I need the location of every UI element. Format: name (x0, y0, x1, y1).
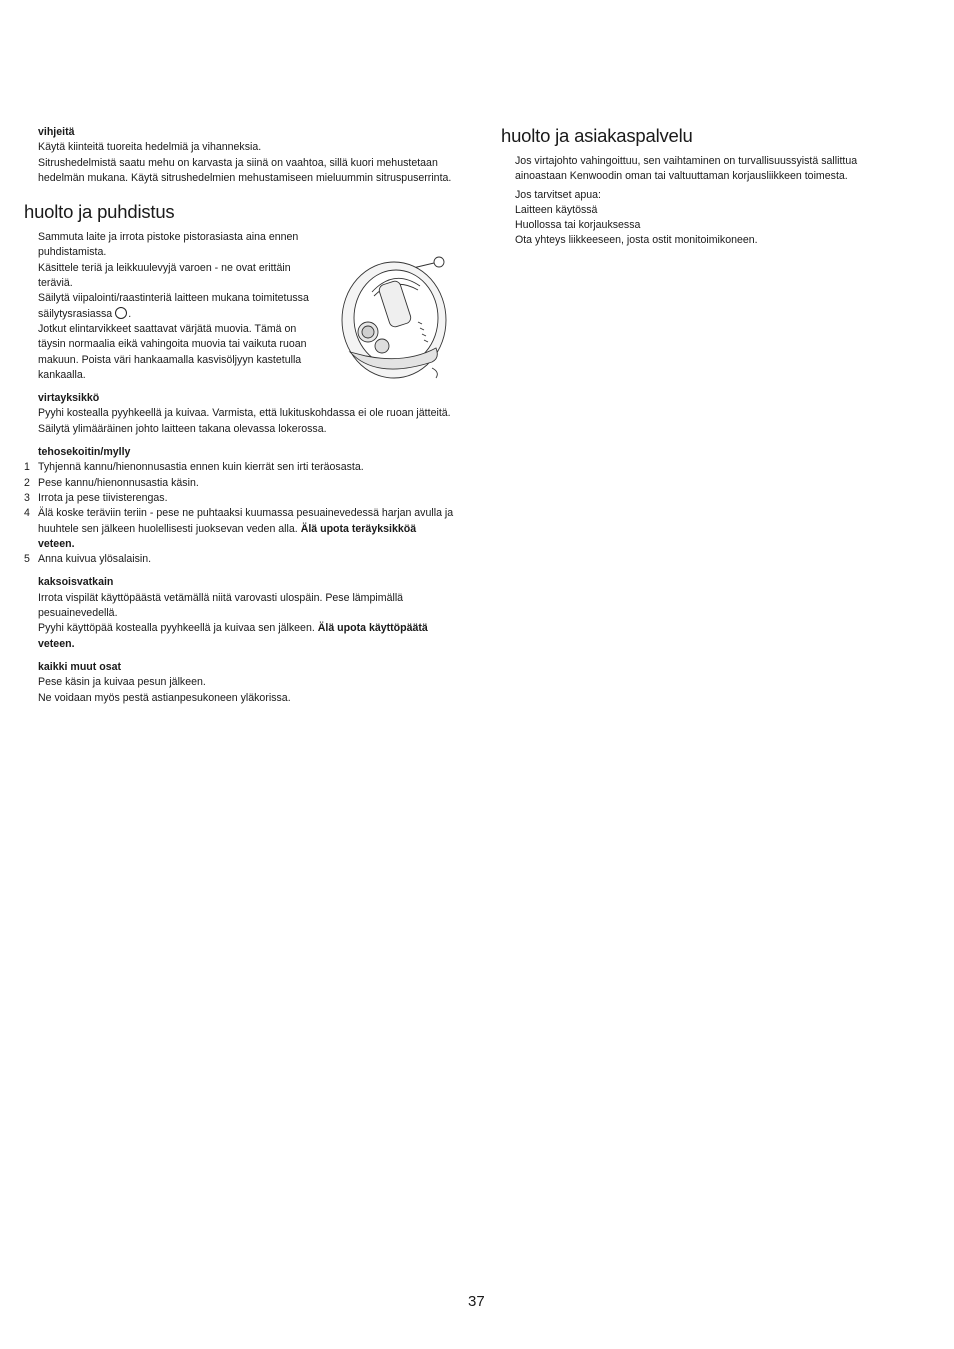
tips-line: Käytä kiinteitä tuoreita hedelmiä ja vihanneksia. (38, 141, 262, 154)
callout-circle-icon (434, 257, 444, 267)
service-help-line: Ota yhteys liikkeeseen, josta ostit monitoimikoneen. (515, 234, 758, 247)
care-intro-line: Sammuta laite ja irrota pistoke pistorasiasta aina ennen puhdistamista. (38, 231, 299, 259)
storage-box-illustration (336, 252, 448, 384)
whisk-line: Pyyhi käyttöpää kostealla pyyhkeellä ja kuivaa sen jälkeen. Älä upota käyttöpäätä veteen. (38, 622, 428, 650)
list-item: 5 Anna kuivua ylösalaisin. (24, 553, 152, 566)
care-title: huolto ja puhdistus (24, 201, 175, 223)
whisk-line: Irrota vispilät käyttöpäästä vetämällä niitä varovasti ulospäin. Pese lämpimällä pesuainevedellä. (38, 591, 404, 620)
right-column (501, 124, 901, 249)
other-parts-line: Ne voidaan myös pestä astianpesukoneen yläkorissa. (38, 691, 291, 704)
power-unit-heading: virtayksikkö (38, 392, 100, 405)
other-parts-line: Pese käsin ja kuivaa pesun jälkeen. (38, 676, 206, 689)
power-unit-line: Säilytä ylimääräinen johto laitteen takana olevassa lokerossa. (38, 422, 327, 435)
callout-circle-icon (115, 307, 127, 319)
list-item: 2 Pese kannu/hienonnusastia käsin. (24, 476, 199, 489)
list-item: 3 Irrota ja pese tiivisterengas. (24, 491, 168, 504)
blender-heading: tehosekoitin/mylly (38, 446, 131, 459)
power-unit-line: Pyyhi kostealla pyyhkeellä ja kuivaa. Varmista, että lukituskohdassa ei ole ruoan jätteitä. (38, 407, 451, 420)
blender-steps (24, 460, 454, 567)
other-parts-heading: kaikki muut osat (38, 660, 122, 673)
care-intro-line: Säilytä viipalointi/raastinteriä laitteen mukana toimitetussa säilytysrasiassa . (38, 292, 309, 320)
tips-heading: vihjeitä (38, 126, 75, 138)
service-title: huolto ja asiakaspalvelu (501, 125, 693, 146)
service-paragraph: Jos virtajohto vahingoittuu, sen vaihtaminen on turvallisuussyistä sallittua ainoastaan Kenwoodin oman tai valtuuttaman korjausliikkeen toimesta. (515, 155, 858, 183)
service-help-line: Jos tarvitset apua: (515, 188, 601, 201)
care-intro-line: Käsittele teriä ja leikkuulevyjä varoen - ne ovat erittäin teräviä. (38, 261, 291, 290)
tips-line: Sitrushedelmistä saatu mehu on karvasta ja siinä on vaahtoa, sillä kuori mehustetaan hedelmän mukana. Käytä sitrushedelmien mehustamiseen mieluummin sitruspuserrinta. (38, 156, 452, 184)
page-number: 37 (468, 1293, 485, 1310)
service-help-line: Laitteen käytössä (515, 203, 598, 216)
whisk-heading: kaksoisvatkain (38, 576, 114, 589)
list-item: 4 Älä koske teräviin teriin - pese ne puhtaaksi kuumassa pesuainevedessä harjan avulla ja huuhtele sen jälkeen huolellisesti juoksevan veden alla. Älä upota teräyksikköä veteen. (24, 507, 454, 550)
left-column (24, 125, 454, 706)
service-help-line: Huollossa tai korjauksessa (515, 219, 641, 232)
care-intro-line: Jotkut elintarvikkeet saattavat värjätä muovia. Tämä on täysin normaalia eikä vahingoita muovia tai vaikuta ruoan makuun. Poista väri hankaamalla kasvisöljyyn kastetulla kankaalla. (38, 322, 307, 381)
list-item: 1 Tyhjennä kannu/hienonnusastia ennen kuin kierrät sen irti teräosasta. (24, 461, 364, 474)
care-intro (24, 230, 324, 383)
